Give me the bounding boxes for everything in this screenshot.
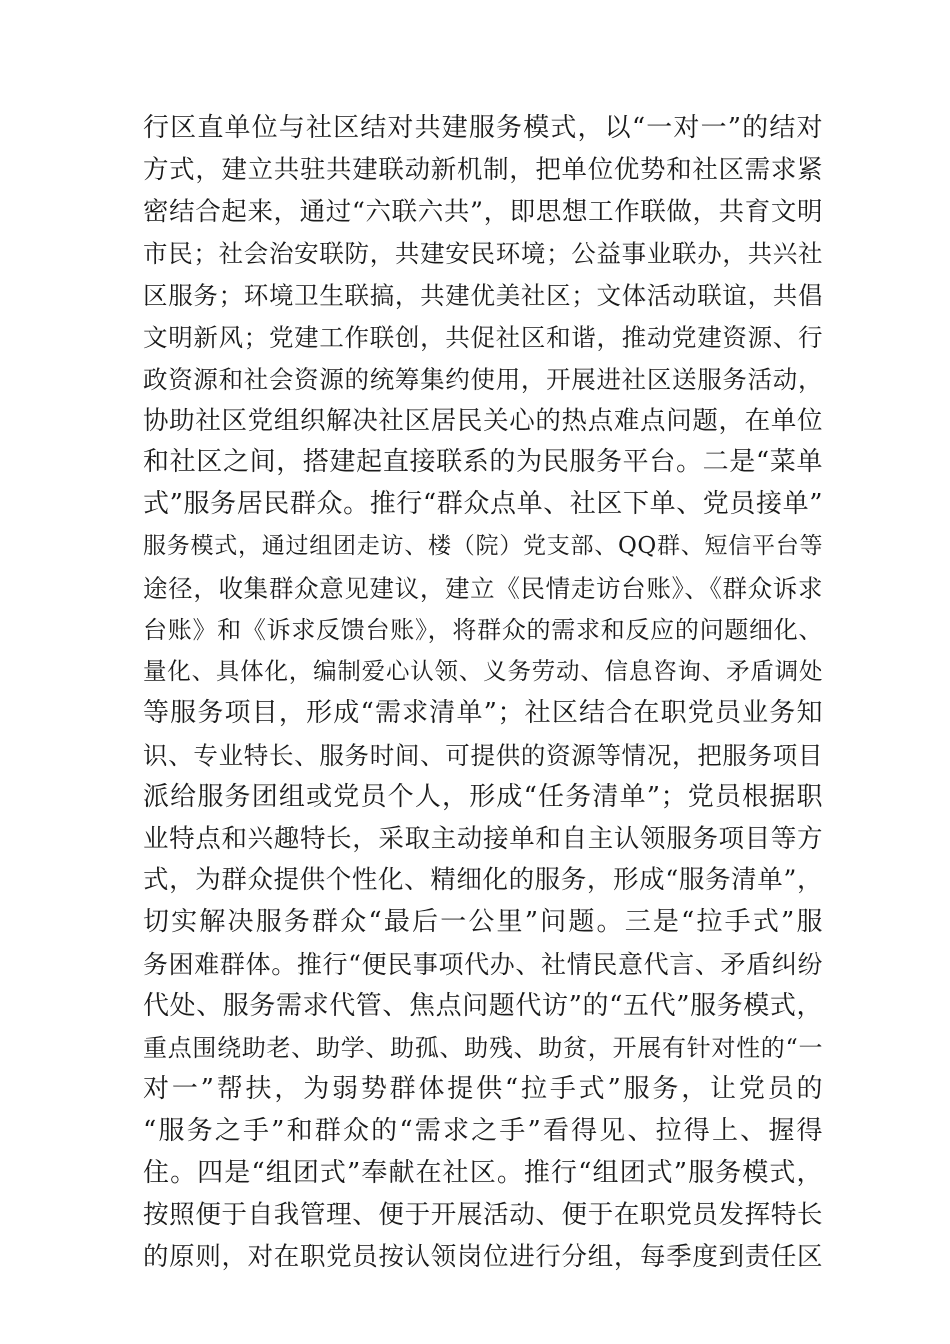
text-line: 文明新风；党建工作联创，共促社区和谐，推动党建资源、行 (143, 322, 823, 352)
text-line: 行区直单位与社区结对共建服务模式，以“一对一”的结对 (143, 113, 823, 143)
text-line: 按照便于自我管理、便于开展活动、便于在职党员发挥特长 (143, 1199, 823, 1230)
body-paragraph (143, 108, 823, 1278)
text-line: 业特点和兴趣特长，采取主动接单和自主认领服务项目等方 (143, 823, 823, 854)
text-line: 等服务项目，形成“需求清单”；社区结合在职党员业务知 (143, 698, 823, 729)
text-line: “服务之手”和群众的“需求之手”看得见、拉得上、握得 (143, 1116, 823, 1147)
text-line: 切实解决服务群众“最后一公里”问题。三是“拉手式”服 (143, 907, 823, 938)
text-line: 协助社区党组织解决社区居民关心的热点难点问题，在单位 (143, 405, 823, 436)
text-line: 台账》和《诉求反馈台账》，将群众的需求和反应的问题细化、 (143, 615, 823, 644)
text-line: 方式，建立共驻共建联动新机制，把单位优势和社区需求紧 (143, 154, 823, 185)
text-line: 政资源和社会资源的统筹集约使用，开展进社区送服务活动， (143, 364, 823, 394)
text-line: 对一”帮扶，为弱势群体提供“拉手式”服务，让党员的 (143, 1074, 823, 1105)
text-line: 密结合起来，通过“六联六共”，即思想工作联做，共育文明 (143, 196, 823, 227)
text-line: 重点围绕助老、助学、助孤、助残、助贫，开展有针对性的“一 (143, 1033, 823, 1062)
text-line: 式，为群众提供个性化、精细化的服务，形成“服务清单”， (143, 865, 823, 896)
text-line: 和社区之间，搭建起直接联系的为民服务平台。二是“菜单 (143, 447, 823, 478)
text-line: 派给服务团组或党员个人，形成“任务清单”；党员根据职 (143, 781, 823, 812)
text-line: 住。四是“组团式”奉献在社区。推行“组团式”服务模式， (143, 1157, 823, 1188)
text-line: 的原则，对在职党员按认领岗位进行分组，每季度到责任区 (143, 1241, 823, 1272)
text-line: 识、专业特长、服务时间、可提供的资源等情况，把服务项目 (143, 740, 823, 770)
text-line: 务困难群体。推行“便民事项代办、社情民意代言、矛盾纠纷 (143, 949, 823, 979)
text-line: 途径，收集群众意见建议，建立《民情走访台账》、《群众诉求 (143, 573, 823, 603)
text-line: 式”服务居民群众。推行“群众点单、社区下单、党员接单” (143, 489, 823, 520)
text-line: 区服务；环境卫生联搞，共建优美社区；文体活动联谊，共倡 (143, 281, 823, 311)
text-line: 市民；社会治安联防，共建安民环境；公益事业联办，共兴社 (143, 239, 823, 269)
text-line: 代处、服务需求代管、焦点问题代访”的“五代”服务模式， (143, 990, 823, 1021)
text-line: 量化、具体化，编制爱心认领、义务劳动、信息咨询、矛盾调处 (143, 657, 823, 686)
text-line: 服务模式，通过组团走访、楼（院）党支部、QQ群、短信平台等 (143, 532, 823, 559)
